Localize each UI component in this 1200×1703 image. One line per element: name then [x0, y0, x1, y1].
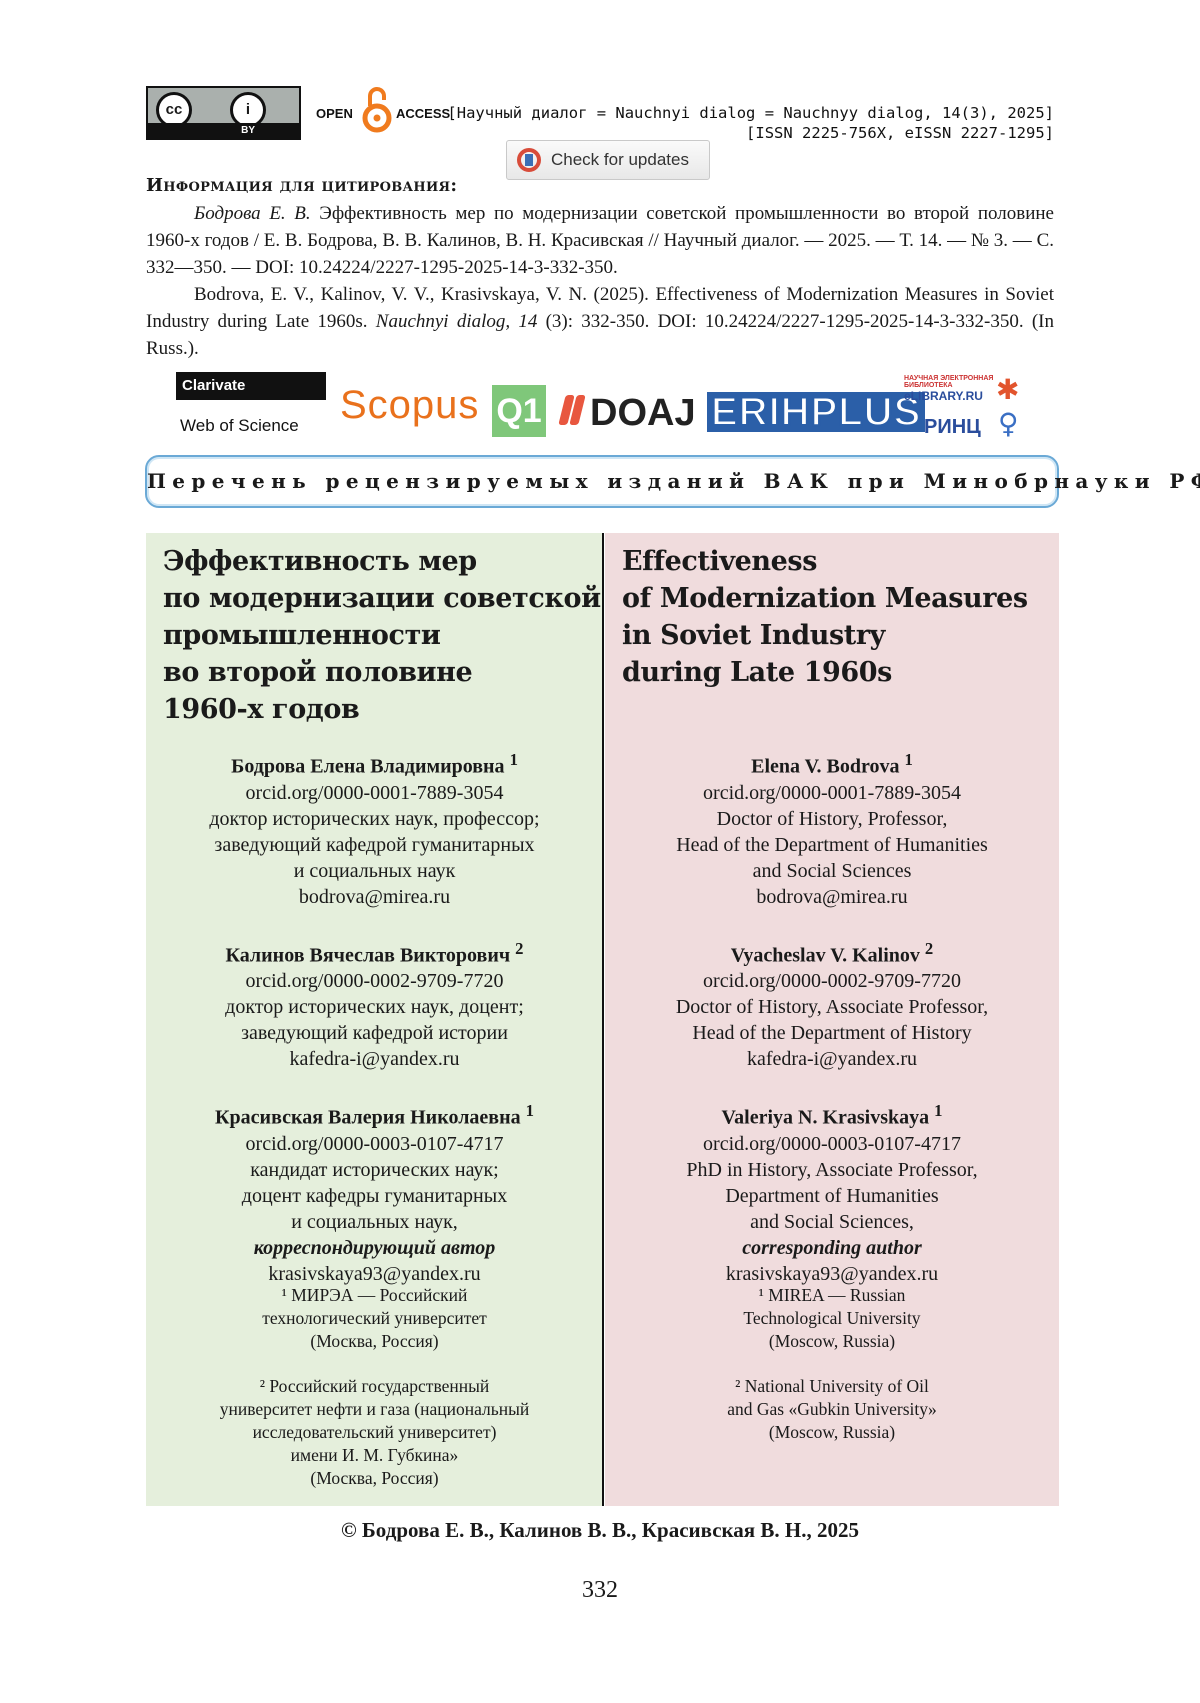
authors-en	[605, 747, 1059, 1313]
affiliation-mark: 1	[934, 1101, 942, 1120]
affiliations-ru	[146, 1284, 603, 1512]
citation-heading: Информация для цитирования:	[146, 175, 457, 196]
elibrary-caption: НАУЧНАЯ ЭЛЕКТРОННАЯ БИБЛИОТЕКА	[904, 375, 1024, 389]
crossmark-icon	[517, 148, 541, 172]
journal-ref-line: [Научный диалог = Nauchnyi dialog = Nauchnyy dialog, 14(3), 2025]	[447, 103, 1054, 123]
cc-by-license-badge	[146, 86, 301, 140]
erihplus-logo: ERIHPLUS	[707, 392, 925, 432]
affiliation: ¹ MIREA — Russian Technological University (Moscow, Russia)	[605, 1284, 1059, 1353]
citation-en-journal: Nauchnyi dialog, 14	[376, 311, 538, 332]
author-name: Калинов Вячеслав Викторович 2	[146, 936, 603, 969]
author-detail: кандидат исторических наук;	[146, 1157, 603, 1183]
web-of-science-logo: Web of Science	[180, 416, 299, 436]
scopus-logo: Scopus	[340, 383, 479, 428]
affiliation-mark: 2	[515, 939, 523, 958]
author-name: Бодрова Елена Владимировна 1	[146, 747, 603, 780]
title-line: of Modernization Measures	[622, 580, 1028, 617]
corresponding-author-label: корреспондирующий автор	[146, 1235, 603, 1261]
author-block	[605, 936, 1059, 1073]
authors-ru	[146, 747, 603, 1313]
author-detail: Doctor of History, Associate Professor,	[605, 994, 1059, 1020]
author-detail: Head of the Department of Humanities	[605, 832, 1059, 858]
author-name: Красивская Валерия Николаевна 1	[146, 1098, 603, 1131]
author-email[interactable]: krasivskaya93@yandex.ru	[605, 1261, 1059, 1287]
author-name: Elena V. Bodrova 1	[605, 747, 1059, 780]
creative-commons-icon: cc	[156, 92, 192, 128]
author-block	[605, 747, 1059, 910]
title-line: во второй половине	[163, 654, 601, 691]
author-detail: and Social Sciences	[605, 858, 1059, 884]
column-divider	[602, 533, 604, 1506]
affiliation-mark: 1	[905, 750, 913, 769]
author-block	[146, 936, 603, 1073]
check-for-updates-button[interactable]	[506, 140, 710, 180]
author-detail: and Social Sciences,	[605, 1209, 1059, 1235]
license-label: BY	[148, 123, 299, 138]
page-number: 332	[0, 1577, 1200, 1604]
author-name: Valeriya N. Krasivskaya 1	[605, 1098, 1059, 1131]
russian-column	[146, 533, 603, 1506]
affiliations-en	[605, 1284, 1059, 1466]
author-orcid[interactable]: orcid.org/0000-0001-7889-3054	[146, 780, 603, 806]
citation-ru	[146, 200, 1054, 281]
q1-badge: Q1	[492, 385, 546, 437]
elibrary-rinc-logo	[904, 375, 1024, 445]
title-line: Effectiveness	[622, 543, 1028, 580]
author-orcid[interactable]: orcid.org/0000-0001-7889-3054	[605, 780, 1059, 806]
citation-en-text: Bodrova, E. V., Kalinov, V. V., Krasivskaya, V. N. (2025). Effectiveness of Modernization Measures in Soviet Industry during Late 1960s.	[146, 284, 1054, 332]
citation-en	[146, 281, 1054, 362]
title-line: in Soviet Industry	[622, 617, 1028, 654]
author-detail: заведующий кафедрой истории	[146, 1020, 603, 1046]
affiliation-mark: 1	[510, 750, 518, 769]
vak-list-banner: Перечень рецензируемых изданий ВАК при Минобрнауки РФ	[145, 455, 1059, 508]
affiliation: ¹ МИРЭА — Российский технологический университет (Москва, Россия)	[146, 1284, 603, 1353]
title-line: промышленности	[163, 617, 601, 654]
open-access-word-left: OPEN	[316, 106, 353, 121]
author-email[interactable]: krasivskaya93@yandex.ru	[146, 1261, 603, 1287]
affiliation-mark: 1	[526, 1101, 534, 1120]
author-email[interactable]: bodrova@mirea.ru	[146, 884, 603, 910]
citation-ru-text: Эффективность мер по модернизации советской промышленности во второй половине 1960-х годов / Е. В. Бодрова, В. В. Калинов, В. Н. Красивская // Научный диалог. — 2025. — Т. 14. — № 3. — С. 332—350. — DOI: 10.24224/2227-1295-2025-14-3-332-350.	[146, 203, 1054, 278]
title-line: по модернизации советской	[163, 580, 601, 617]
open-access-lock-icon	[362, 86, 392, 134]
author-detail: и социальных наук,	[146, 1209, 603, 1235]
attribution-icon: i	[230, 92, 266, 128]
rinc-person-icon: ♀	[998, 407, 1019, 440]
clarivate-logo: Clarivate	[176, 372, 326, 400]
elibrary-star-icon: ✱	[996, 373, 1019, 406]
journal-reference	[447, 103, 1054, 143]
author-detail: и социальных наук	[146, 858, 603, 884]
copyright-line: © Бодрова Е. В., Калинов В. В., Красивская В. Н., 2025	[0, 1518, 1200, 1543]
author-detail: доктор исторических наук, доцент;	[146, 994, 603, 1020]
author-detail: заведующий кафедрой гуманитарных	[146, 832, 603, 858]
open-access-logo	[316, 86, 456, 136]
doaj-logo	[562, 392, 696, 435]
author-block	[146, 747, 603, 910]
doaj-label: DOAJ	[590, 392, 696, 435]
doaj-flag-icon	[562, 392, 584, 435]
issn-line: [ISSN 2225-756X, eISSN 2227-1295]	[447, 123, 1054, 143]
citation-en-doi: (3): 332-350. DOI: 10.24224/2227-1295-2025-14-3-332-350. (In Russ.).	[146, 311, 1054, 359]
title-line: during Late 1960s	[622, 654, 1028, 691]
author-email[interactable]: bodrova@mirea.ru	[605, 884, 1059, 910]
elibrary-label: eLIBRARY.RU	[904, 389, 983, 403]
check-updates-label: Check for updates	[551, 150, 689, 170]
title-line: 1960-х годов	[163, 691, 601, 728]
author-email[interactable]: kafedra-i@yandex.ru	[605, 1046, 1059, 1072]
author-orcid[interactable]: orcid.org/0000-0003-0107-4717	[605, 1131, 1059, 1157]
article-title-en	[622, 543, 1028, 691]
rinc-label: РИНЦ	[924, 416, 981, 439]
author-detail: Head of the Department of History	[605, 1020, 1059, 1046]
affiliation-mark: 2	[925, 939, 933, 958]
author-block	[605, 1098, 1059, 1287]
author-detail: доцент кафедры гуманитарных	[146, 1183, 603, 1209]
author-name: Vyacheslav V. Kalinov 2	[605, 936, 1059, 969]
author-detail: Department of Humanities	[605, 1183, 1059, 1209]
author-block	[146, 1098, 603, 1287]
corresponding-author-label: corresponding author	[605, 1235, 1059, 1261]
citation-block	[146, 200, 1054, 362]
affiliation: ² National University of Oil and Gas «Gubkin University» (Moscow, Russia)	[605, 1375, 1059, 1444]
author-detail: доктор исторических наук, профессор;	[146, 806, 603, 832]
english-column	[605, 533, 1059, 1506]
author-detail: Doctor of History, Professor,	[605, 806, 1059, 832]
author-orcid[interactable]: orcid.org/0000-0002-9709-7720	[146, 968, 603, 994]
article-title-ru	[163, 543, 601, 728]
author-email[interactable]: kafedra-i@yandex.ru	[146, 1046, 603, 1072]
title-line: Эффективность мер	[163, 543, 601, 580]
affiliation: ² Российский государственный университет нефти и газа (национальный исследовательский университет) имени И. М. Губкина» (Москва, Россия)	[146, 1375, 603, 1490]
author-detail: PhD in History, Associate Professor,	[605, 1157, 1059, 1183]
citation-ru-authors: Бодрова Е. В.	[194, 203, 311, 224]
author-orcid[interactable]: orcid.org/0000-0003-0107-4717	[146, 1131, 603, 1157]
open-access-word-right: ACCESS	[396, 106, 450, 121]
author-orcid[interactable]: orcid.org/0000-0002-9709-7720	[605, 968, 1059, 994]
